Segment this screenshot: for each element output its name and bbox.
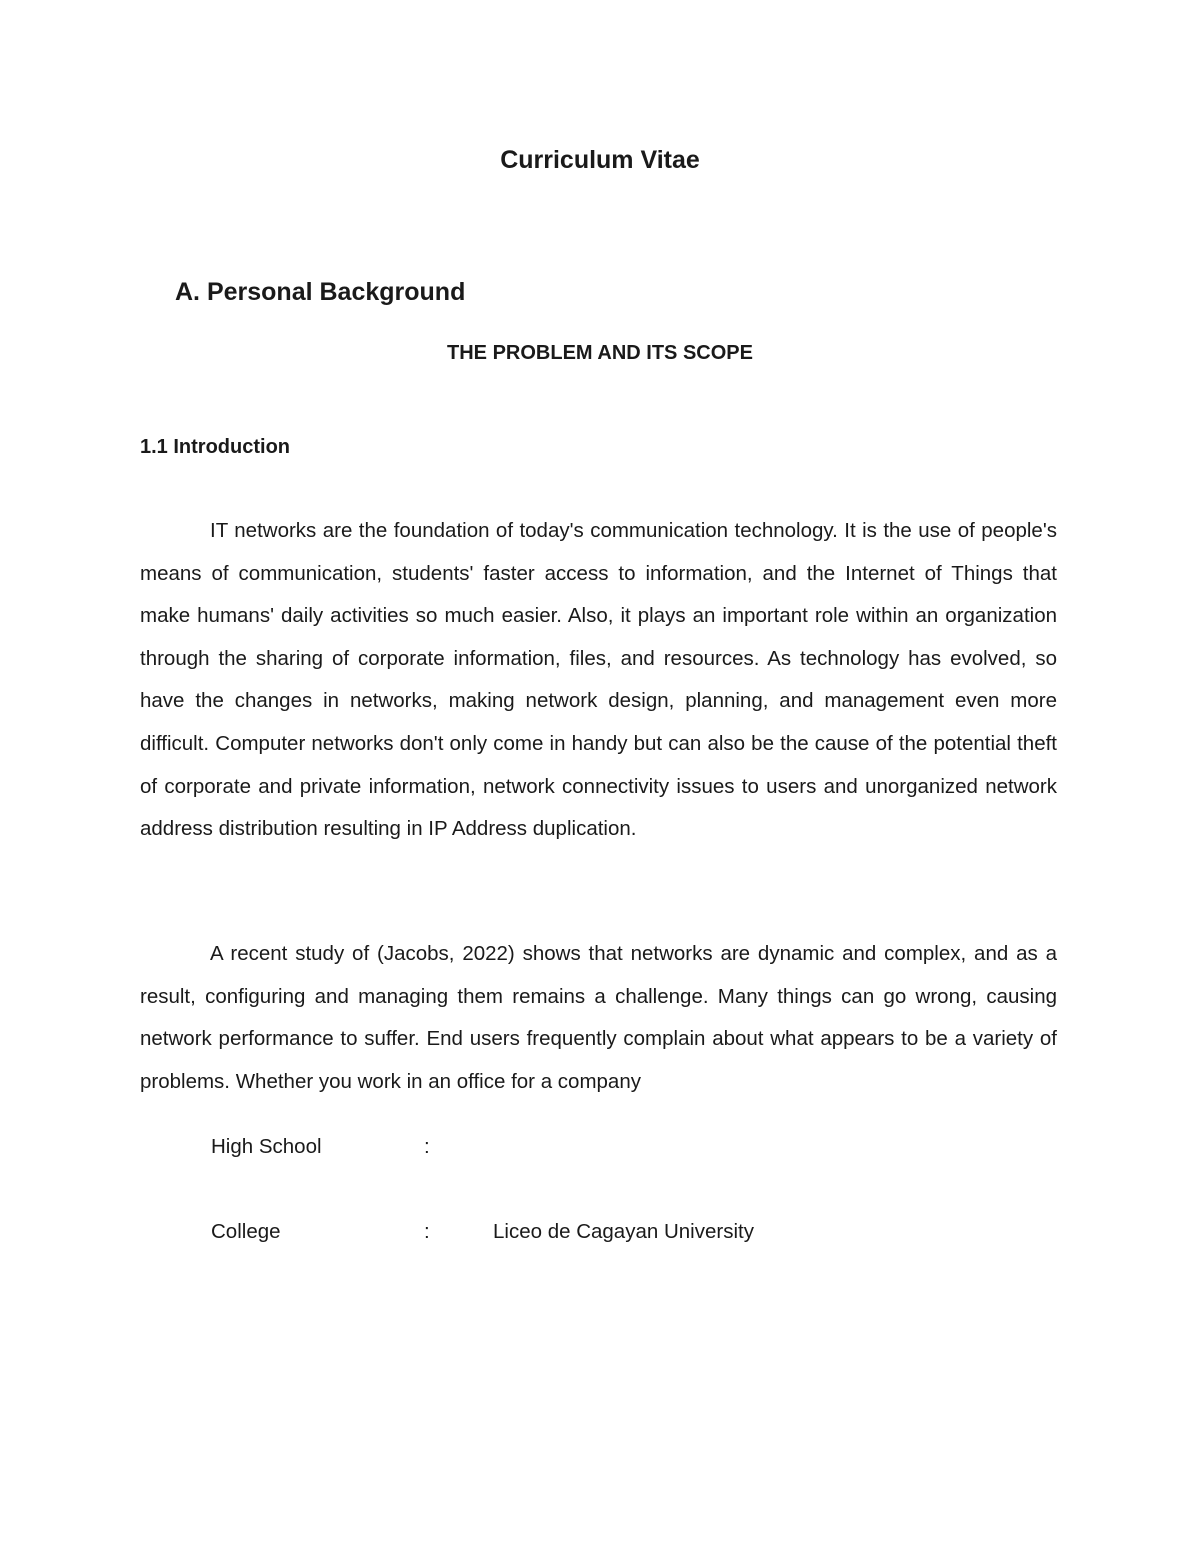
subsection-heading: 1.1 Introduction (140, 436, 290, 458)
introduction-paragraph-1: IT networks are the foundation of today's communication technology. It is the use of people's means of communication, students' faster access to information, and the Internet of Things that make humans' daily activities so much easier. Also, it plays an important role within an organization through the sharing of corporate information, files, and resources. As technology has evolved, so have the changes in networks, making network design, planning, and management even more difficult. Computer networks don't only come in handy but can also be the cause of the potential theft of corporate and private information, network connectivity issues to users and unorganized network address distribution resulting in IP Address duplication. (140, 519, 1057, 841)
education-value: Liceo de Cagayan University (493, 1220, 754, 1243)
education-label: High School (211, 1135, 322, 1158)
education-label: College (211, 1220, 281, 1243)
section-heading: A. Personal Background (175, 278, 466, 306)
education-separator: : (424, 1220, 430, 1243)
document-title: Curriculum Vitae (500, 146, 700, 174)
introduction-paragraph-2: A recent study of (Jacobs, 2022) shows that networks are dynamic and complex, and as a result, configuring and managing them remains a challenge. Many things can go wrong, causing network performance to suffer. End users frequently complain about what appears to be a variety of problems. Whether you work in an office for a company (140, 942, 1057, 1093)
education-separator: : (424, 1135, 430, 1158)
chapter-heading: THE PROBLEM AND ITS SCOPE (447, 342, 753, 364)
